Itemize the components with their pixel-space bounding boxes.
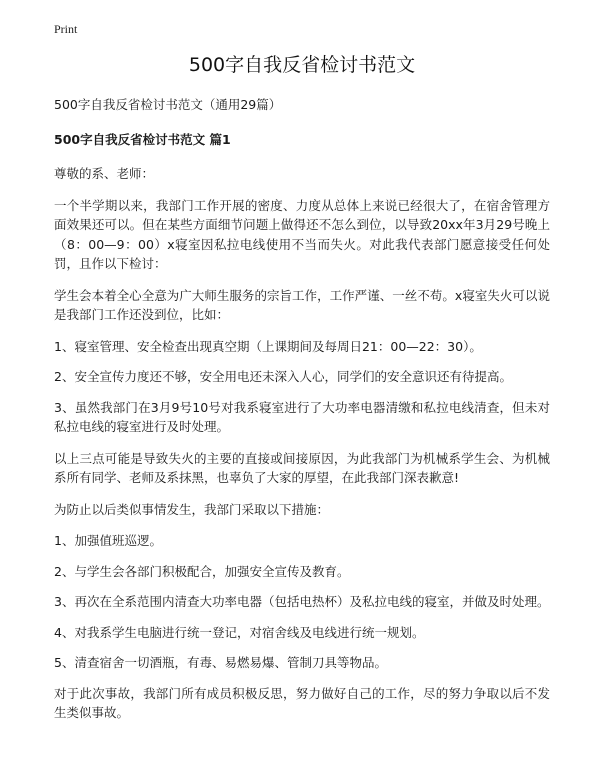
list-item: 3、再次在全系范围内清查大功率电器（包括电热杯）及私拉电线的寝室，并做及时处理。: [54, 594, 550, 609]
list-item: 5、清查宿舍一切酒瓶，有毒、易燃易爆、管制刀具等物品。: [54, 655, 387, 670]
list-item: 2、安全宣传力度还不够，安全用电还未深入人心，同学们的安全意识还有待提高。: [54, 369, 512, 384]
list-item: 3、虽然我部门在3月9号10号对我系寝室进行了大功率电器清缴和私拉电线清查，但未对私拉电线的寝室进行及时处理。: [54, 399, 550, 434]
list-item: 2、与学生会各部门积极配合，加强安全宣传及教育。: [54, 563, 350, 579]
document-subtitle: 500字自我反省检讨书范文（通用29篇）: [54, 97, 282, 112]
print-label: Print: [54, 22, 78, 36]
paragraph: 为防止以后类似事情发生，我部门采取以下措施：: [54, 501, 330, 517]
document-body: [54, 52, 550, 735]
salutation: 尊敬的系、老师：: [54, 166, 155, 181]
paragraph: 一个半学期以来，我部门工作开展的密度、力度从总体上来说已经很大了，在宿舍管理方面效果还可以。但在某些方面细节问题上做得还不怎么到位，以导致20xx年3月29号晚上（8：00—9：00）x寝室因私拉电线使用不当而失火。对此我代表部门愿意接受任何处罚，且作以下检讨：: [54, 197, 550, 271]
paragraph: 以上三点可能是导致失火的主要的直接或间接原因，为此我部门为机械系学生会、为机械系所有同学、老师及系抹黑，也辜负了大家的厚望，在此我部门深表歉意!: [54, 450, 550, 485]
section-heading: 500字自我反省检讨书范文 篇1: [54, 132, 231, 147]
closing-paragraph: 对于此次事故，我部门所有成员积极反思，努力做好自己的工作，尽的努力争取以后不发生类似事故。: [54, 685, 550, 720]
document-title: 500字自我反省检讨书范文: [188, 54, 416, 76]
list-item: 1、加强值班巡逻。: [54, 533, 162, 548]
list-item: 1、寝室管理、安全检查出现真空期（上课期间及每周日21：00—22：30）。: [54, 338, 482, 354]
paragraph: 学生会本着全心全意为广大师生服务的宗旨工作，工作严谨、一丝不苟。x寝室失火可以说是我部门工作还没到位，比如：: [54, 287, 550, 322]
list-item: 4、对我系学生电脑进行统一登记，对宿舍线及电线进行统一规划。: [54, 624, 425, 640]
